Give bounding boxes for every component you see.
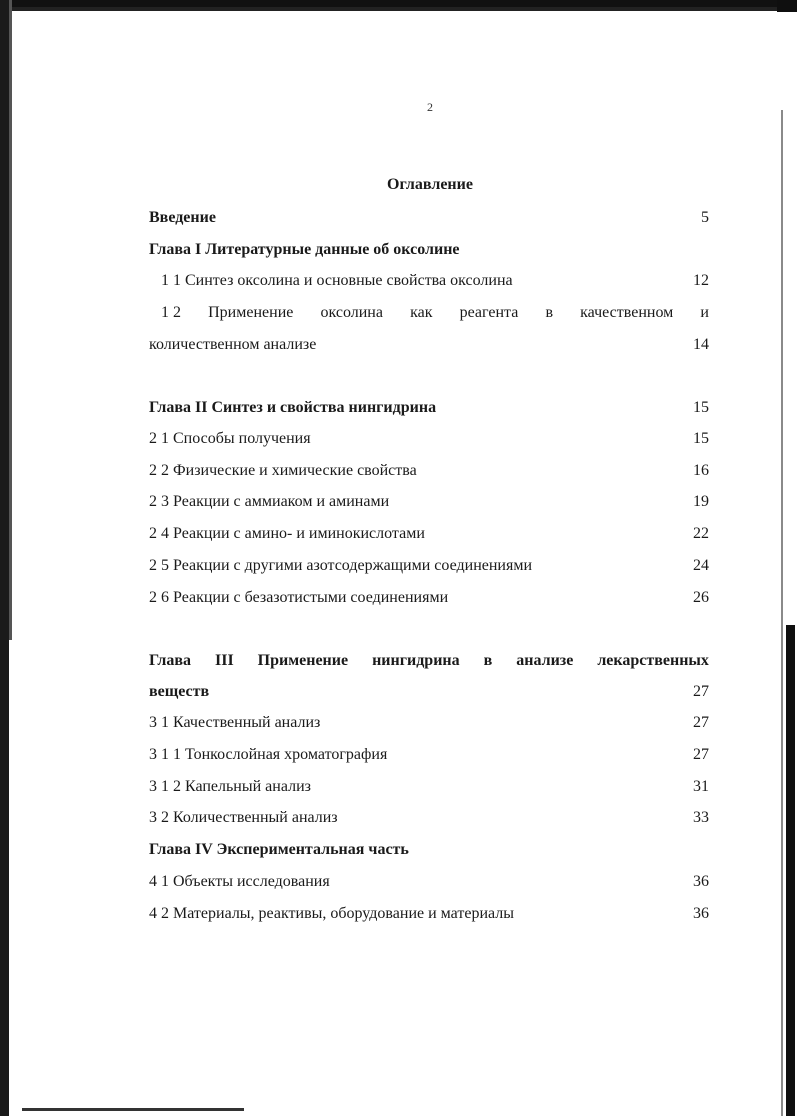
toc-entry-page: 5 bbox=[701, 209, 709, 226]
page-number: 2 bbox=[427, 100, 433, 114]
toc-entry-title bbox=[149, 651, 709, 671]
toc-entry-title: 2 3 Реакции с аммиаком и аминами bbox=[149, 493, 390, 510]
toc-entry-title: количественном анализе bbox=[149, 336, 317, 353]
toc-entry-title: Глава II Синтез и свойства нингидрина bbox=[149, 399, 437, 416]
toc-entry-title: 3 1 Качественный анализ bbox=[149, 714, 321, 731]
toc-entry-page: 27 bbox=[693, 714, 709, 731]
toc-entry-word: Глава bbox=[149, 652, 191, 669]
toc-entry-page: 31 bbox=[693, 778, 709, 795]
toc-entry-word: Применение bbox=[257, 652, 349, 669]
toc-entry-title: 1 1 Синтез оксолина и основные свойства оксолина bbox=[161, 272, 513, 289]
toc-entry-word: анализе bbox=[516, 652, 574, 669]
toc-entry-title: Введение bbox=[149, 209, 216, 226]
toc-entry-page: 12 bbox=[693, 272, 709, 289]
toc-entry-page: 15 bbox=[693, 399, 709, 416]
scan-corner bbox=[777, 0, 797, 12]
toc-entry-title bbox=[161, 303, 709, 323]
toc-entry-word: реагента bbox=[459, 304, 519, 321]
toc-entry-page: 19 bbox=[693, 493, 709, 510]
toc-entry-title: 2 1 Способы получения bbox=[149, 430, 311, 447]
toc-entry-word: Применение bbox=[208, 304, 294, 321]
toc-entry-title: 2 6 Реакции с безазотистыми соединениями bbox=[149, 589, 449, 606]
toc-entry-word: качественном bbox=[580, 304, 674, 321]
toc-entry-page: 36 bbox=[693, 905, 709, 922]
toc-entry-page: 27 bbox=[693, 746, 709, 763]
scan-border-left-shadow bbox=[9, 0, 12, 640]
toc-entry-page: 36 bbox=[693, 873, 709, 890]
toc-entry-title: 2 4 Реакции с амино- и иминокислотами bbox=[149, 525, 425, 542]
toc-entry-page: 22 bbox=[693, 525, 709, 542]
toc-entry-word: нингидрина bbox=[372, 652, 460, 669]
scan-bottom-line bbox=[22, 1108, 244, 1111]
scan-border-right-thick bbox=[786, 625, 795, 1116]
toc-entry-word: оксолина bbox=[320, 304, 383, 321]
toc-entry-word: как bbox=[410, 304, 433, 321]
toc-entry-title: 4 1 Объекты исследования bbox=[149, 873, 330, 890]
toc-entry-word: III bbox=[214, 652, 234, 669]
toc-entry-title: Глава I Литературные данные об оксолине bbox=[149, 241, 460, 258]
scan-border-top bbox=[0, 0, 797, 7]
toc-entry-title: 2 2 Физические и химические свойства bbox=[149, 462, 417, 479]
toc-entry-title: 2 5 Реакции с другими азотсодержащими соединениями bbox=[149, 557, 533, 574]
scan-border-top-shadow bbox=[0, 7, 780, 11]
toc-entry-title: 3 1 1 Тонкослойная хроматография bbox=[149, 746, 388, 763]
toc-entry-word: в bbox=[545, 304, 554, 321]
toc-entry-page: 24 bbox=[693, 557, 709, 574]
scan-border-right-thin bbox=[781, 110, 783, 1116]
toc-entry-title: веществ bbox=[149, 683, 210, 700]
toc-entry-page: 15 bbox=[693, 430, 709, 447]
scan-border-left bbox=[0, 0, 9, 1116]
toc-entry-page: 16 bbox=[693, 462, 709, 479]
toc-entry-word: и bbox=[700, 304, 709, 321]
toc-entry-page: 33 bbox=[693, 809, 709, 826]
toc-entry-page: 14 bbox=[693, 336, 709, 353]
toc-entry-page: 26 bbox=[693, 589, 709, 606]
toc-entry-word: лекарственных bbox=[597, 652, 709, 669]
toc-entry-word: в bbox=[483, 652, 493, 669]
toc-entry-word: 1 2 bbox=[161, 304, 181, 321]
toc-title: Оглавление bbox=[387, 176, 473, 193]
toc-entry-page: 27 bbox=[693, 683, 709, 700]
toc-entry-title: 4 2 Материалы, реактивы, оборудование и материалы bbox=[149, 905, 514, 922]
toc-entry-title: Глава IV Экспериментальная часть bbox=[149, 841, 409, 858]
toc-entry-title: 3 2 Количественный анализ bbox=[149, 809, 338, 826]
toc-entry-title: 3 1 2 Капельный анализ bbox=[149, 778, 311, 795]
